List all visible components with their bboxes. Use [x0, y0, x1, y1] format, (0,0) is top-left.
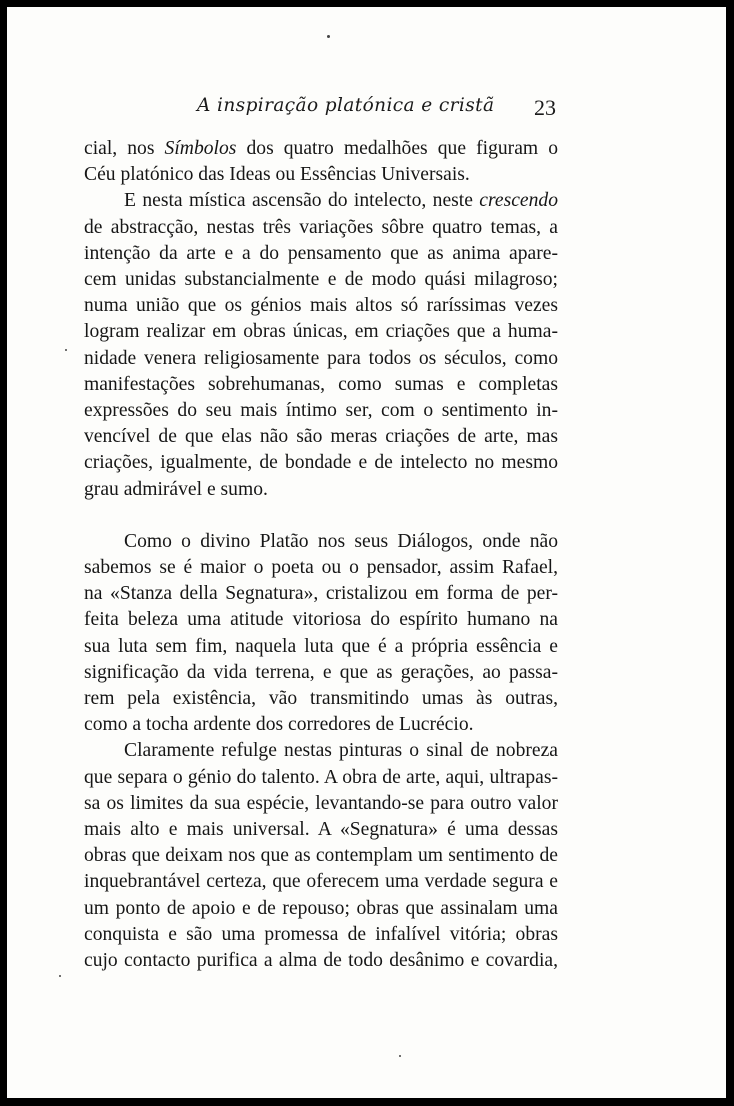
paragraph-gap [84, 503, 558, 529]
body-text [84, 136, 558, 974]
text-line: grau admirável e sumo. [84, 478, 268, 500]
text-line: que separa o génio do talento. A obra de arte, aqui, ultrapas- [84, 766, 558, 788]
paragraph [84, 188, 558, 502]
text-line: cem unidas substancialmente e de modo quási milagroso; [84, 269, 558, 291]
text-line: inquebrantável certeza, que oferecem uma verdade segura e [84, 871, 558, 893]
text-line: logram realizar em obras únicas, em criações que a huma- [84, 321, 558, 343]
paragraph [84, 738, 558, 974]
text-line: obras que deixam nos que as contemplam um sentimento de [84, 845, 558, 867]
text-line: rem pela existência, vão transmitindo umas às outras, [84, 688, 558, 710]
text-line: Como o divino Platão nos seus Diálogos, onde não [124, 530, 558, 552]
paragraph [84, 136, 558, 188]
text-line: de abstracção, nestas três variações sôbre quatro temas, a [84, 216, 558, 238]
text-line: sa os limites da sua espécie, levantando-se para outro valor [84, 792, 558, 814]
text-line: vencível de que elas não são meras criações de arte, mas [84, 426, 558, 448]
italic-term: Símbolos [164, 138, 237, 159]
running-title: A inspiração platónica e cristã [197, 95, 495, 116]
text-line: significação da vida terrena, e que as gerações, ao passa- [84, 661, 558, 683]
text-line: manifestações sobrehumanas, como sumas e completas [84, 373, 558, 395]
text-line: Céu platónico das Ideas ou Essências Universais. [84, 164, 470, 186]
text-line: um ponto de apoio e de repouso; obras que assinalam uma [84, 897, 558, 919]
page-number: 23 [534, 95, 556, 120]
text-line: como a tocha ardente dos corredores de Lucrécio. [84, 714, 474, 736]
book-page [7, 7, 726, 1098]
paragraph [84, 529, 558, 739]
text-line: conquista e são uma promessa de infalível vitória; obras [84, 923, 558, 945]
text-line: criações, igualmente, de bondade e de intelecto no mesmo [84, 452, 558, 474]
text-line: sua luta sem fim, naquela luta que é a própria essência e [84, 635, 558, 657]
running-head [7, 95, 726, 123]
text-line: E nesta mística ascensão do intelecto, neste crescendo [124, 190, 558, 212]
italic-term: crescendo [479, 190, 558, 212]
text-line: na «Stanza della Segnatura», cristalizou em forma de per- [84, 583, 558, 605]
text-line: mais alto e mais universal. A «Segnatura» é uma dessas [84, 819, 558, 841]
text-line: expressões do seu mais íntimo ser, com o sentimento in- [84, 400, 558, 422]
text-line: numa união que os génios mais altos só raríssimas vezes [84, 295, 558, 317]
text-line: nidade venera religiosamente para todos os séculos, como [84, 347, 558, 369]
text-line: cujo contacto purifica a alma de todo desânimo e covardia, [84, 950, 558, 972]
text-line: intenção da arte e a do pensamento que as anima apare- [84, 242, 558, 264]
text-line: sabemos se é maior o poeta ou o pensador, assim Rafael, [84, 557, 558, 579]
text-line: cial, nos Símbolos dos quatro medalhões que figuram o [84, 138, 558, 159]
text-line: feita beleza uma atitude vitoriosa do espírito humano na [84, 609, 558, 631]
text-line: Claramente refulge nestas pinturas o sinal de nobreza [124, 740, 558, 762]
